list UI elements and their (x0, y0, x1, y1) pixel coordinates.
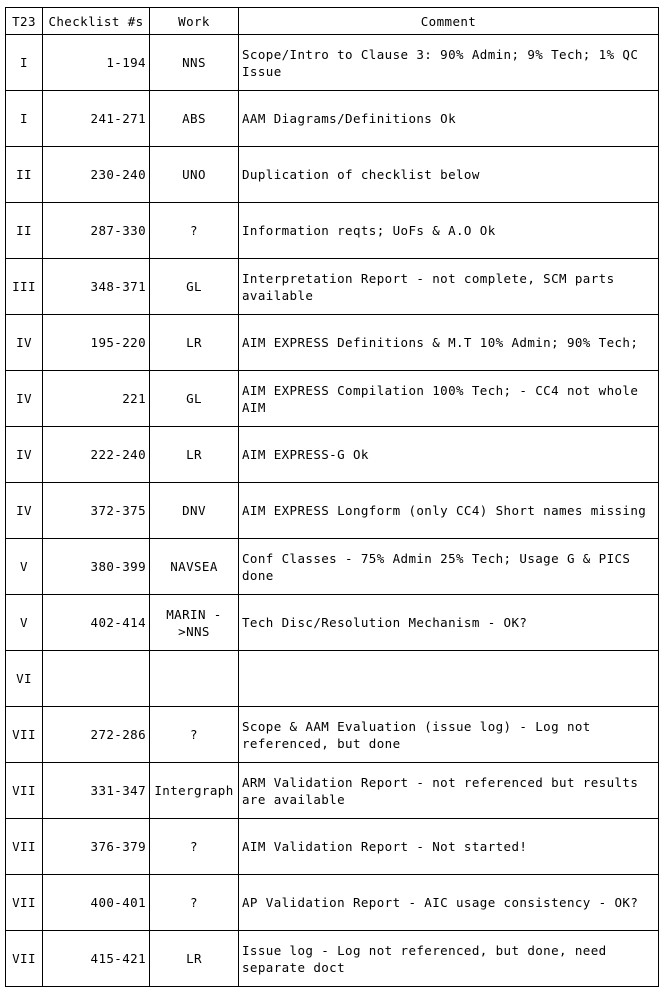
cell-comment: Conf Classes - 75% Admin 25% Tech; Usage G & PICS done (239, 539, 659, 595)
cell-checklist: 402-414 (43, 595, 150, 651)
table-row (6, 483, 659, 539)
table-row (6, 203, 659, 259)
cell-work: LR (150, 931, 239, 987)
cell-work: DNV (150, 483, 239, 539)
table-row (6, 539, 659, 595)
cell-comment: Issue log - Log not referenced, but done, need separate doct (239, 931, 659, 987)
header-checklist: Checklist #s (43, 8, 150, 35)
cell-t23: IV (6, 483, 43, 539)
cell-comment (239, 651, 659, 707)
cell-checklist: 415-421 (43, 931, 150, 987)
cell-t23: IV (6, 427, 43, 483)
table-row (6, 875, 659, 931)
cell-comment: Information reqts; UoFs & A.O Ok (239, 203, 659, 259)
table-body (6, 35, 659, 987)
cell-comment: AIM EXPRESS-G Ok (239, 427, 659, 483)
cell-t23: II (6, 147, 43, 203)
cell-checklist: 400-401 (43, 875, 150, 931)
cell-checklist: 230-240 (43, 147, 150, 203)
table-row (6, 931, 659, 987)
checklist-table (5, 7, 659, 987)
cell-work: ABS (150, 91, 239, 147)
cell-t23: VII (6, 819, 43, 875)
cell-t23: V (6, 595, 43, 651)
table-row (6, 259, 659, 315)
cell-work: ? (150, 707, 239, 763)
cell-comment: AP Validation Report - AIC usage consistency - OK? (239, 875, 659, 931)
table-row (6, 819, 659, 875)
cell-checklist: 287-330 (43, 203, 150, 259)
cell-work: LR (150, 315, 239, 371)
cell-t23: VII (6, 875, 43, 931)
header-comment: Comment (239, 8, 659, 35)
header-t23: T23 (6, 8, 43, 35)
cell-checklist: 1-194 (43, 35, 150, 91)
cell-t23: V (6, 539, 43, 595)
header-work: Work (150, 8, 239, 35)
cell-t23: VII (6, 931, 43, 987)
cell-t23: VI (6, 651, 43, 707)
cell-t23: II (6, 203, 43, 259)
cell-comment: Scope & AAM Evaluation (issue log) - Log not referenced, but done (239, 707, 659, 763)
cell-work: ? (150, 819, 239, 875)
cell-work: GL (150, 259, 239, 315)
cell-comment: AAM Diagrams/Definitions Ok (239, 91, 659, 147)
table-row (6, 91, 659, 147)
cell-work: LR (150, 427, 239, 483)
cell-comment: Tech Disc/Resolution Mechanism - OK? (239, 595, 659, 651)
cell-comment: AIM EXPRESS Definitions & M.T 10% Admin; 90% Tech; (239, 315, 659, 371)
cell-work: ? (150, 875, 239, 931)
cell-comment: Interpretation Report - not complete, SCM parts available (239, 259, 659, 315)
cell-work: UNO (150, 147, 239, 203)
table-row (6, 315, 659, 371)
cell-work: Intergraph (150, 763, 239, 819)
cell-work: MARIN ->NNS (150, 595, 239, 651)
cell-t23: III (6, 259, 43, 315)
cell-t23: IV (6, 371, 43, 427)
cell-checklist: 331-347 (43, 763, 150, 819)
cell-comment: AIM Validation Report - Not started! (239, 819, 659, 875)
table-row (6, 707, 659, 763)
cell-checklist: 272-286 (43, 707, 150, 763)
cell-comment: Duplication of checklist below (239, 147, 659, 203)
cell-checklist: 372-375 (43, 483, 150, 539)
cell-checklist (43, 651, 150, 707)
cell-comment: AIM EXPRESS Compilation 100% Tech; - CC4 not whole AIM (239, 371, 659, 427)
cell-work (150, 651, 239, 707)
header-row (6, 8, 659, 35)
table-row (6, 763, 659, 819)
cell-t23: VII (6, 763, 43, 819)
cell-work: NNS (150, 35, 239, 91)
cell-comment: AIM EXPRESS Longform (only CC4) Short names missing (239, 483, 659, 539)
table-row (6, 371, 659, 427)
cell-checklist: 348-371 (43, 259, 150, 315)
cell-checklist: 222-240 (43, 427, 150, 483)
cell-checklist: 241-271 (43, 91, 150, 147)
table-row (6, 595, 659, 651)
table-row (6, 147, 659, 203)
cell-checklist: 380-399 (43, 539, 150, 595)
table-row (6, 651, 659, 707)
cell-work: NAVSEA (150, 539, 239, 595)
table-row (6, 35, 659, 91)
table-row (6, 427, 659, 483)
cell-work: ? (150, 203, 239, 259)
cell-t23: IV (6, 315, 43, 371)
cell-comment: Scope/Intro to Clause 3: 90% Admin; 9% Tech; 1% QC Issue (239, 35, 659, 91)
cell-checklist: 376-379 (43, 819, 150, 875)
cell-checklist: 221 (43, 371, 150, 427)
cell-checklist: 195-220 (43, 315, 150, 371)
cell-t23: I (6, 91, 43, 147)
cell-t23: VII (6, 707, 43, 763)
cell-t23: I (6, 35, 43, 91)
cell-comment: ARM Validation Report - not referenced but results are available (239, 763, 659, 819)
cell-work: GL (150, 371, 239, 427)
